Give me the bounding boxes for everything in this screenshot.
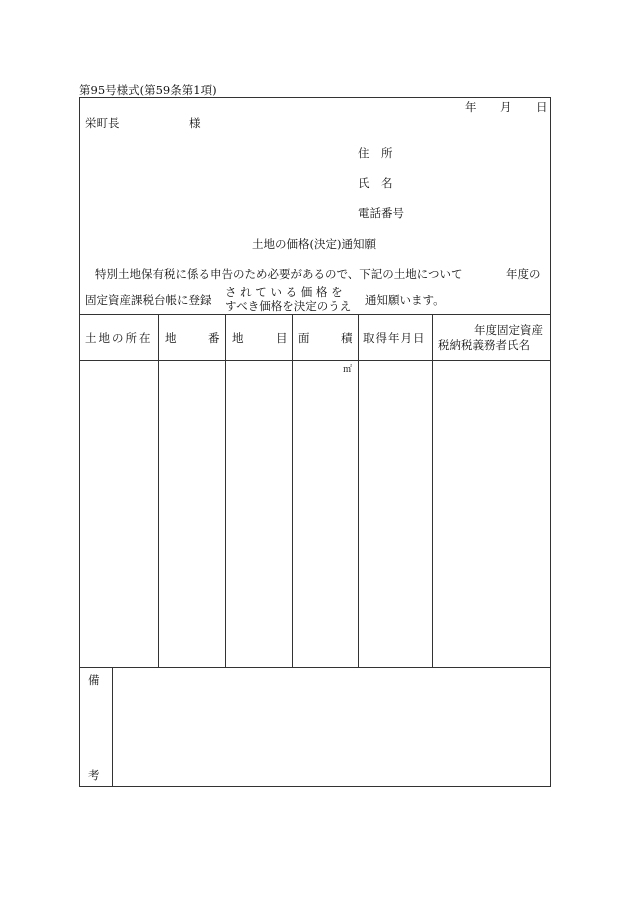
- header-taxpayer-1: 年度固定資産: [474, 323, 543, 337]
- header-lot-2: 番: [208, 331, 220, 345]
- table-header-border: [79, 360, 551, 361]
- header-taxpayer-2: 税納税義務者氏名: [438, 338, 530, 352]
- header-category: 地: [232, 331, 244, 345]
- honorific: 様: [189, 116, 201, 130]
- header-category-2: 目: [276, 331, 288, 345]
- header-area: 面: [298, 331, 310, 345]
- body-line2: 固定資産課税台帳に登録: [85, 293, 212, 307]
- table-bottom-border: [79, 667, 551, 668]
- name-label: 氏 名: [358, 176, 393, 190]
- phone-label: 電話番号: [358, 206, 404, 220]
- form-frame: [79, 97, 551, 787]
- address-label: 住 所: [358, 146, 393, 160]
- mayor-label: 栄町長: [85, 116, 120, 130]
- form-title: 土地の価格(決定)通知願: [252, 237, 376, 251]
- table-col-divider: [225, 314, 226, 667]
- date-year: 年: [465, 100, 477, 114]
- remarks-char-1: 備: [88, 673, 100, 687]
- table-col-divider: [358, 314, 359, 667]
- form-number: 第95号様式(第59条第1項): [79, 83, 217, 97]
- table-col-divider: [158, 314, 159, 667]
- table-top-border: [79, 314, 551, 315]
- area-unit: ㎡: [343, 365, 353, 375]
- option-decided: すべき価格を決定のうえ: [225, 299, 352, 313]
- date-day: 日: [536, 100, 548, 114]
- date-month: 月: [500, 100, 512, 114]
- header-acquired: 取得年月日: [363, 331, 426, 345]
- option-registered: さ れ て い る 価 格 を: [225, 285, 343, 299]
- body-line1-year: 年度の: [506, 267, 541, 281]
- table-col-divider: [432, 314, 433, 667]
- header-location: 土地の所在: [85, 331, 153, 345]
- body-line2-end: 通知願います。: [365, 293, 445, 307]
- header-area-2: 積: [341, 331, 353, 345]
- table-col-divider: [292, 314, 293, 667]
- body-line1: 特別土地保有税に係る申告のため必要があるので、下記の土地について: [95, 267, 463, 281]
- header-lot: 地: [165, 331, 177, 345]
- remarks-char-2: 考: [88, 768, 100, 782]
- remarks-divider: [112, 667, 113, 787]
